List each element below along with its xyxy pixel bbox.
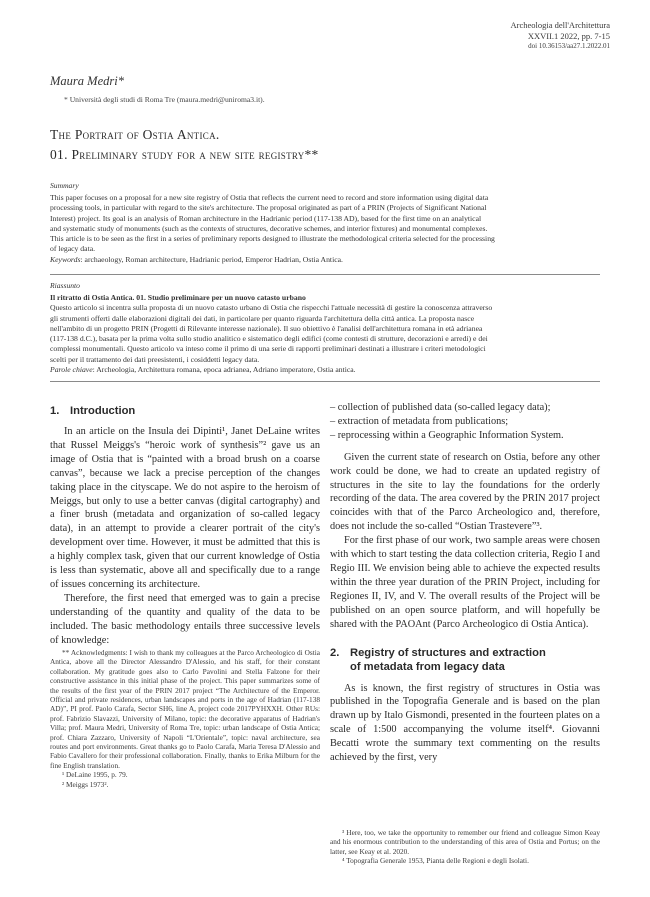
keywords-list: : Archeologia, Architettura romana, epoca adrianea, Adriano imperatore, Ostia antica. bbox=[92, 365, 356, 375]
summary-body bbox=[50, 193, 600, 265]
summary-line: This paper focuses on a proposal for a new site registry of Ostia that reflects the current need to record and store information using digital data bbox=[50, 193, 489, 202]
keywords-label: Keywords bbox=[50, 254, 81, 264]
section-title: Registry of structures and extraction bbox=[350, 646, 546, 659]
section-number: 1. bbox=[50, 405, 60, 417]
article-title: The Portrait of Ostia Antica. bbox=[50, 127, 220, 142]
section-number: 2. bbox=[330, 646, 340, 659]
footnote-acknowledgments: ** Acknowledgments: I wish to thank my colleagues at the Parco Archeologico di Ostia Antica, above all the Director Alessandro D'Alessio, and his staff, for their constant collaboration. My gratitude goes also to Carlo Pavolini and Stella Falzone for their constructive assistance in this initial phase of the project. This paper summarizes some of the results of the first year of the PRIN 2017 project “The Architecture of the Emperor. Official and private residences, urban landscapes and ports in the age of Hadrian (117-138 AD)”, PI prof. Paolo Carafa, Sector SH6, line A, project code 2017PYHXXH. Other RUs: prof. Fabrizio Slavazzi, University of Milano, topic: the decorative apparatus of Hadrian's Villa; prof. Maura Medri, University of Roma Tre, topic: urban landscape of Ostia Antica; prof. Chiara Zazzaro, University of Napoli “L'Orientale”, topic: naval architecture, sea routes and port environments. Great thanks go to Paolo Carafa, Maria Teresa D'Alessio and Fabio Cavallero for their professional collaboration. Finally, thanks to Erika Milburn for the fine English translation. bbox=[50, 648, 320, 770]
article-subtitle: 01. Preliminary study for a new site registry** bbox=[50, 147, 319, 162]
journal-header bbox=[511, 20, 610, 52]
journal-doi: doi 10.36153/aa27.1.2022.01 bbox=[528, 42, 610, 50]
riassunto-subtitle: Il ritratto di Ostia Antica. 01. Studio preliminare per un nuovo catasto urbano bbox=[50, 293, 306, 302]
footnote: ¹ DeLaine 1995, p. 79. bbox=[62, 770, 128, 780]
summary-line: Interest) project. Its goal is an analysis of Roman architecture in the Hadrianic period (117-138 AD), based for the first time on an analytical bbox=[50, 213, 482, 223]
summary-line: and systematic study of monuments (such as the contexts of structures, decorative schemes, and interior fixtures) and monumental complexes. bbox=[50, 223, 488, 233]
journal-volume: XXVII.1 2022, pp. 7-15 bbox=[527, 30, 610, 41]
footnote: ³ Here, too, we take the opportunity to remember our friend and colleague Simon Keay and his enormous contribution to the understanding of this area of Ostia and Portus; on the latter, see Keay et al. 2020. bbox=[330, 828, 600, 856]
riassunto-line: gli strumenti offerti dalle elaborazioni digitali dei dati, in particolare per quanto riguarda l'architettura della città antica. La proposta nasce bbox=[50, 313, 475, 323]
body-paragraph: Therefore, the first need that emerged was to gain a precise understanding of the quantity and quality of the data to be included. The basic methodology entails three successive levels of knowledge: bbox=[50, 592, 320, 646]
riassunto-line: Questo articolo si incentra sulla proposta di un nuovo catasto urbano di Ostia che rispecchi l'attuale necessità di gestire la conoscenza attraverso bbox=[50, 303, 493, 313]
list-item: – collection of published data (so-called legacy data); bbox=[330, 402, 551, 413]
author-affiliation: * Università degli studi di Roma Tre (maura.medri@uniroma3.it). bbox=[64, 95, 265, 104]
section-title-cont: of metadata from legacy data bbox=[350, 660, 505, 673]
body-paragraph: For the first phase of our work, two sample areas were chosen with which to start testing the data collection criteria, Regio I and Regio III. We envision being able to achieve the expected results within the three year duration of the PRIN Project, including for Regiones II, IV, and V. The overall results of the Project will be published on an open source platform, and will hopefully be shared with the PAOAnt (Parco Archeologico di Ostia Antica). bbox=[330, 535, 600, 630]
riassunto-line: scelti per il trattamento dei dati preesistenti, i cosiddetti legacy data. bbox=[50, 354, 260, 364]
riassunto-heading: Riassunto bbox=[50, 281, 80, 290]
left-column bbox=[50, 404, 320, 648]
section-heading bbox=[330, 646, 600, 674]
journal-name: Archeologia dell'Architettura bbox=[510, 20, 610, 30]
footnote: ² Meiggs 1973². bbox=[62, 779, 109, 789]
summary-line: This article is to be seen as the first in a series of preliminary reports designed to illustrate the methodological criteria selected for the processing bbox=[50, 234, 495, 244]
summary-line: of legacy data. bbox=[50, 244, 96, 254]
right-footnotes bbox=[330, 828, 600, 866]
body-paragraph: As is known, the first registry of structures in Ostia was published in the Topografia Generale and is based on the plan drawn up by Italo Gismondi, presented in the fourteen plates on a scale of 1:500 accompanying the volume itself⁴. Giovanni Becatti wrote the summary text commenting on the results achieved by the first, very bbox=[330, 682, 600, 764]
keywords-label: Parole chiave bbox=[50, 365, 93, 375]
summary-heading: Summary bbox=[50, 181, 79, 190]
section-heading bbox=[50, 404, 320, 418]
summary-keywords bbox=[50, 255, 600, 265]
right-column bbox=[330, 401, 600, 765]
method-list bbox=[330, 401, 600, 443]
summary-line: processing tools, in particular with regard to the site's architecture. The proposal originated as part of a PRIN (Projects of Significant National bbox=[50, 203, 487, 213]
body-paragraph: Given the current state of research on Ostia, before any other work could be done, we had to create an updated registry of structures in the site to lay the foundations for the orderly recording of the data. The area covered by the PRIN 2017 project coincides with that of the Parco Archeologico and, therefore, does not include the so-called “Ostian Trastevere”³. bbox=[330, 451, 600, 533]
riassunto-line: (117-138 d.C.), basata per la prima volta sullo studio analitico e sistematico degli edifici (come contesti di strutture, decorazioni e arredi) e dei bbox=[50, 334, 488, 344]
riassunto-body bbox=[50, 293, 600, 375]
riassunto-keywords bbox=[50, 365, 600, 375]
list-item: – extraction of metadata from publications; bbox=[330, 415, 509, 427]
left-footnotes bbox=[50, 648, 320, 789]
divider bbox=[50, 381, 600, 382]
list-item: – reprocessing within a Geographic Information System. bbox=[330, 429, 564, 441]
riassunto-line: complessi monumentali. Questo articolo va inteso come il primo di una serie di rapporti preliminari destinati a illustrare i criteri metodologici bbox=[50, 344, 486, 354]
author-name: Maura Medri* bbox=[50, 74, 124, 88]
section-title: Introduction bbox=[70, 405, 136, 417]
body-paragraph: In an article on the Insula dei Dipinti¹, Janet DeLaine writes that Russel Meiggs's “heroic work of synthesis”² gave us an image of Ostia that is “painted with a broad brush on a coarse canvas”, because we lack a precise perception of the changes taking place in the cityscape. We do not aspire to the heroism of Meiggs, but only to use a better canvas (digital cartography) and a finer brush (metadata and organization of so-called legacy data), in an attempt to provide a clearer portrait of the city's development over time. However, it must be admitted that this is a highly complex task, given that our current knowledge of Ostia is less than systematic, above all and specifically due to a range of issues concerning its architecture. bbox=[50, 426, 320, 590]
divider bbox=[50, 274, 600, 275]
riassunto-line: nell'ambito di un progetto PRIN (Progetti di Rilevante interesse nazionale). Il suo obiettivo è l'analisi dell'architettura romana in età adrianea bbox=[50, 323, 483, 333]
keywords-list: : archaeology, Roman architecture, Hadrianic period, Emperor Hadrian, Ostia Antica. bbox=[80, 254, 343, 264]
footnote: ⁴ Topografia Generale 1953, Pianta delle Regioni e degli Isolati. bbox=[342, 856, 529, 866]
